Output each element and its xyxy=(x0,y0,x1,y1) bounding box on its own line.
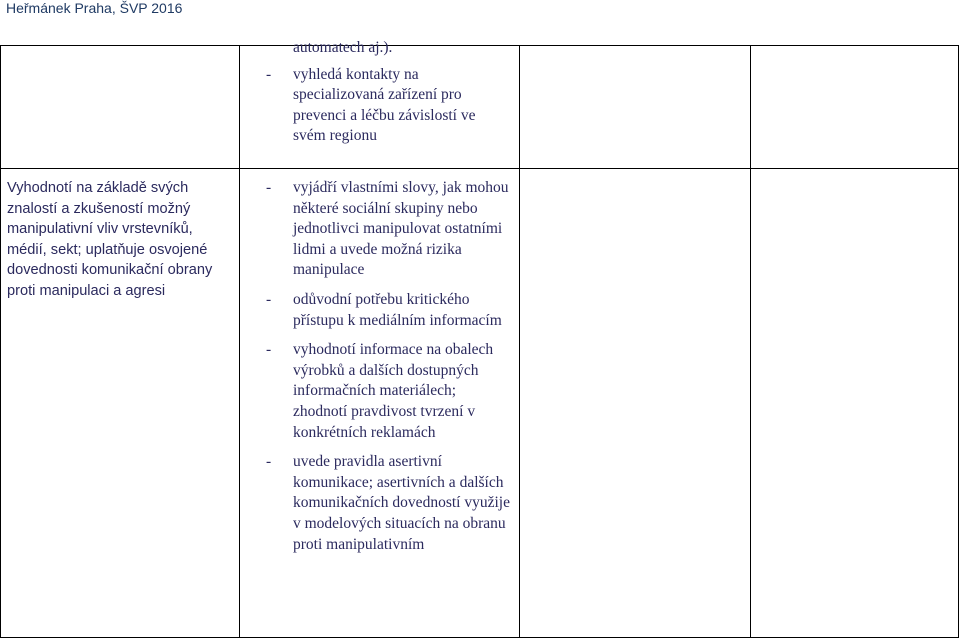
column-divider-1 xyxy=(239,45,240,638)
list-dash: - xyxy=(266,453,272,471)
list-dash: - xyxy=(266,65,272,83)
list-item-text: vyjádří vlastními slovy, jak mohou některé sociální skupiny nebo jednotlivci manipulovat ostatními lidmi a uvede možná rizika manipulace xyxy=(293,179,509,279)
row2-outcomes-cell xyxy=(261,178,513,555)
column-divider-3 xyxy=(750,45,751,638)
list-item-text: uvede pravidla asertivní komunikace; asertivních a dalších komunikačních dovedností využije v modelových situacích na obranu proti manipulativním xyxy=(293,453,510,553)
list-item xyxy=(261,290,513,331)
list-dash: - xyxy=(266,179,272,196)
table-border-left xyxy=(0,45,1,638)
column-divider-2 xyxy=(519,45,520,638)
list-dash: - xyxy=(266,290,272,308)
continuation-text: automatech aj.). xyxy=(293,39,393,56)
list-item xyxy=(261,178,513,281)
list-item xyxy=(261,340,513,443)
list-item-text: odůvodní potřebu kritického přístupu k mediálním informacím xyxy=(293,290,502,329)
table-border-right xyxy=(958,45,959,638)
row1-outcomes-cell xyxy=(261,38,511,147)
goal-cell: Vyhodnotí na základě svých znalostí a zkušeností možný manipulativní vliv vrstevníků, médií, sekt; uplatňuje osvojené dovednosti komunikační obrany proti manipulaci a agresi xyxy=(7,180,213,299)
list-item xyxy=(261,65,511,147)
list-item-text: vyhodnotí informace na obalech výrobků a dalších dostupných informačních materiálech; zhodnotí pravdivost tvrzení v konkrétních reklamách xyxy=(293,341,494,441)
list-dash: - xyxy=(266,341,272,359)
document-header: Heřmánek Praha, ŠVP 2016 xyxy=(6,0,183,16)
list-item-text: vyhledá kontakty na specializovaná zařízení pro prevenci a léčbu závislostí ve svém regionu xyxy=(293,65,476,145)
row-divider xyxy=(0,168,959,169)
list-item xyxy=(261,452,513,555)
